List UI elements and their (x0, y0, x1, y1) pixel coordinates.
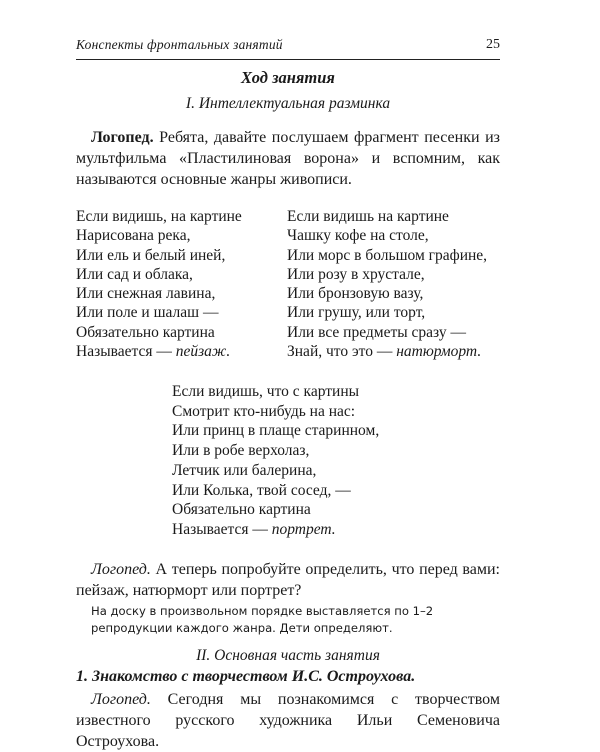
poem-line-text: Знай, что это — (287, 343, 397, 361)
running-title: Конспекты фронтальных занятий (76, 37, 283, 52)
paragraph-intro (76, 127, 500, 190)
poem-line: Летчик или балерина, (172, 461, 317, 479)
poem-line: Или сад и облака, (76, 265, 193, 283)
paragraph-text: Ребята, давайте послушаем фрагмент песенки из мультфильма «Пластилиновая ворона» и вспомним, как называются основные жанры живописи. (76, 129, 500, 188)
speaker-label: Логопед. (91, 691, 151, 708)
poem-line: Смотрит кто-нибудь на нас: (172, 402, 356, 420)
poem-line-final (172, 520, 379, 540)
poem-line-text: Называется — (76, 343, 176, 361)
poem-line: Или ель и белый иней, (76, 246, 226, 264)
poem-line: Или бронзовую вазу, (287, 285, 424, 303)
poem-line: Если видишь, что с картины (172, 383, 360, 400)
poem-line: Нарисована река, (76, 227, 191, 245)
poem-line-text: Называется — (172, 520, 272, 538)
section-heading-warmup: I. Интеллектуальная разминка (185, 95, 391, 112)
paragraph-text: Сегодня мы познакомимся с творчеством известного русского художника Ильи Семеновича Остроухова. (76, 691, 500, 750)
section-heading-main: II. Основная часть занятия (196, 647, 380, 664)
poem-still-life (287, 207, 487, 361)
subheading-ostroukhov: 1. Знакомство с творчеством И.С. Остроухова. (76, 668, 416, 685)
poem-line: Или поле и шалаш — (76, 304, 219, 322)
paragraph-ostroukhov (76, 689, 500, 752)
running-header (76, 35, 500, 60)
poem-line: Или в робе верхолаз, (172, 442, 310, 460)
poem-line: Или грушу, или торт, (287, 304, 426, 322)
poem-line: Обязательно картина (172, 501, 311, 519)
poem-line: Или Колька, твой сосед, — (172, 481, 351, 499)
speaker-label: Логопед. (91, 129, 154, 146)
poem-line: Если видишь, на картине (76, 208, 242, 225)
poem-line: Чашку кофе на столе, (287, 227, 429, 245)
page-number: 25 (486, 37, 500, 52)
poem-line: Обязательно картина (76, 323, 215, 341)
paragraph-question (76, 559, 500, 601)
poem-line-final (287, 342, 487, 361)
poem-line: Или снежная лавина, (76, 285, 216, 303)
poem-line: Или все предметы сразу — (287, 323, 466, 341)
poem-landscape (76, 207, 242, 361)
poem-line: Или розу в хрустале, (287, 265, 425, 283)
poem-line: Если видишь на картине (287, 208, 449, 225)
poem-line: Или принц в плаще старинном, (172, 422, 380, 440)
paragraph-text: А теперь попробуйте определить, что перед вами: пейзаж, натюрморт или портрет? (76, 561, 500, 599)
instruction-note: На доску в произвольном порядке выставляется по 1–2 репродукции каждого жанра. Дети определяют. (91, 604, 434, 635)
speaker-label: Логопед. (91, 561, 151, 578)
poem-line: Или морс в большом графине, (287, 246, 488, 264)
genre-still-life: натюрморт. (396, 343, 482, 361)
genre-portrait: портрет. (271, 520, 336, 538)
poem-portrait (172, 382, 379, 540)
poem-line-final (76, 342, 242, 361)
genre-landscape: пейзаж. (175, 343, 231, 361)
lesson-title: Ход занятия (241, 68, 335, 87)
